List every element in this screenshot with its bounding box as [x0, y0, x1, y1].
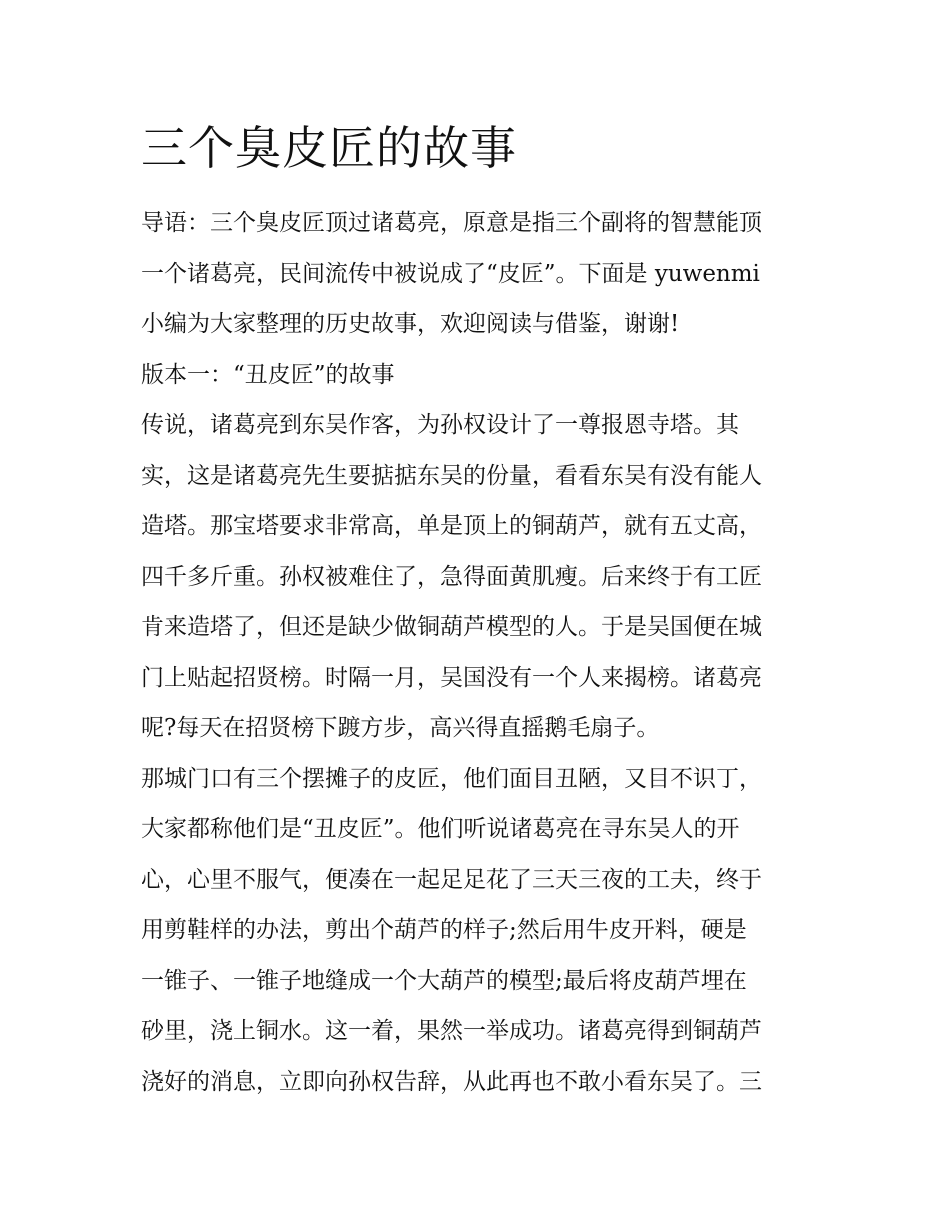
text-line: 那城门口有三个摆摊子的皮匠，他们面目丑陋，又目不识丁，	[141, 765, 762, 792]
text-line: 传说，诸葛亮到东吴作客，为孙权设计了一尊报恩寺塔。其	[141, 412, 739, 438]
text-line: 肯来造塔了，但还是缺少做铜葫芦模型的人。于是吴国便在城	[141, 614, 762, 640]
text-line: 导语：三个臭皮匠顶过诸葛亮，原意是指三个副将的智慧能顶	[141, 210, 762, 236]
text-line: 浇好的消息，立即向孙权告辞，从此再也不敢小看东吴了。三	[141, 1068, 762, 1095]
text-line: 砂里，浇上铜水。这一着，果然一举成功。诸葛亮得到铜葫芦	[141, 1018, 762, 1044]
text-line: 大家都称他们是“丑皮匠”。他们听说诸葛亮在寻东吴人的开	[141, 816, 740, 842]
document-body	[141, 112, 813, 1107]
text-line: 用剪鞋样的办法，剪出个葫芦的样子;然后用牛皮开料，硬是	[141, 917, 747, 943]
text-line: 呢?每天在招贤榜下踱方步，高兴得直摇鹅毛扇子。	[141, 715, 660, 741]
text-line: 门上贴起招贤榜。时隔一月，吴国没有一个人来揭榜。诸葛亮	[141, 664, 762, 691]
text-line: 一锥子、一锥子地缝成一个大葫芦的模型;最后将皮葫芦埋在	[141, 967, 747, 994]
text-line: 心，心里不服气，便凑在一起足足花了三天三夜的工夫，终于	[141, 866, 762, 893]
text-line: 实，这是诸葛亮先生要掂掂东吴的份量，看看东吴有没有能人	[141, 462, 762, 489]
text-line: 造塔。那宝塔要求非常高，单是顶上的铜葫芦，就有五丈高，	[141, 513, 762, 539]
document-title: 三个臭皮匠的故事	[141, 121, 517, 175]
section-heading: 版本一：“丑皮匠”的故事	[141, 361, 395, 388]
text-line: 一个诸葛亮，民间流传中被说成了“皮匠”。下面是 yuwenmi	[141, 260, 760, 287]
text-line: 四千多斤重。孙权被难住了，急得面黄肌瘦。后来终于有工匠	[141, 563, 762, 590]
text-line: 小编为大家整理的历史故事，欢迎阅读与借鉴，谢谢!	[141, 311, 680, 337]
